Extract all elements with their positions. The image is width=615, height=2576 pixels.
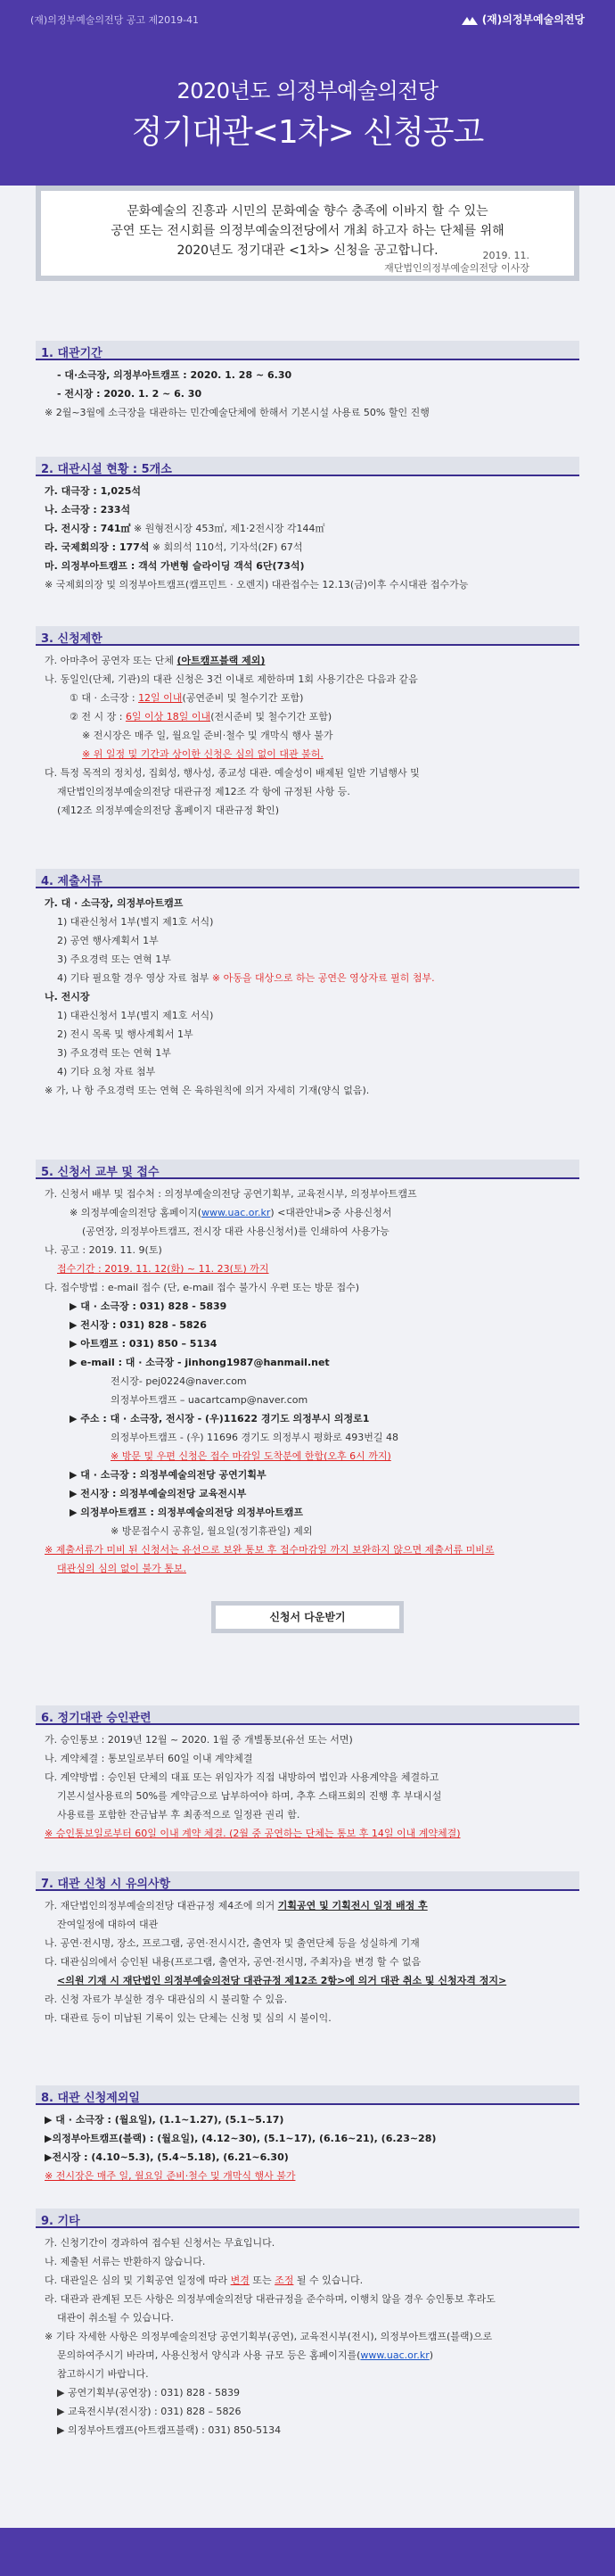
text-line: ※ 위 일정 및 기간과 상이한 신청은 심의 없이 대관 불허. (82, 748, 324, 760)
text-line: <의원 기재 시 재단법인 의정부예술의전당 대관규정 제12조 2항>에 의거 대관 취소 및 신청자격 정지> (57, 1975, 507, 1986)
section-title: 7. 대관 신청 시 유의사항 (36, 1871, 579, 1891)
text-line: ※ 제출서류가 미비 된 신청서는 유선으로 보완 통보 후 접수마감일 까지 보완하지 않으면 제출서류 미비로 (45, 1544, 495, 1556)
text-line: 나. 전시장 (45, 991, 90, 1003)
section-facilities (36, 457, 579, 594)
text-line: 재단법인의정부예술의전당 대관규정 제12조 각 항에 규정된 사항 등. (57, 786, 350, 797)
text-line: ▶ 대 · 소극장 : (월요일), (1.1~1.27), (5.1~5.17) (45, 2114, 284, 2126)
intro-line: 문화예술의 진흥과 시민의 문화예술 향수 충족에 이바지 할 수 있는 (127, 204, 488, 219)
text-line: ※ 가, 나 항 주요경력 또는 연혁 은 육하원칙에 의거 자세히 기재(양식 없음). (45, 1085, 370, 1096)
notice-number: (재)의정부예술의전당 공고 제2019-41 (30, 14, 200, 26)
text-line: 4) 기타 필요할 경우 영상 자료 첨부 ※ 아동을 대상으로 하는 공연은 영상자료 필히 첨부. (57, 972, 435, 984)
text-line: ▶ 주소 : 대 · 소극장, 전시장 - (우)11622 경기도 의정부시 의정로1 (70, 1413, 370, 1424)
text-line: ▶의정부아트캠프(블랙) : (월요일), (4.12~30), (5.1~17), (6.16~21), (6.23~28) (45, 2133, 437, 2144)
text-line: 라. 신청 자료가 부실한 경우 대관심의 시 불리할 수 있음. (45, 1994, 288, 2005)
homepage-link[interactable]: www.uac.or.kr (201, 1207, 271, 1218)
text-line: 가. 대극장 : 1,025석 (45, 485, 141, 497)
text-line: 사용료를 포함한 잔금납부 후 최종적으로 일정관 권리 함. (57, 1809, 300, 1821)
text-line: 나. 계약체결 : 통보일로부터 60일 이내 계약체결 (45, 1753, 253, 1764)
text-line: 가. 재단법인의정부예술의전당 대관규정 제4조에 의거 기획공연 및 기획전시 일정 배정 후 (45, 1900, 428, 1911)
text-line: 마. 의정부아트캠프 : 객석 가변형 슬라이딩 객석 6단(73석) (45, 560, 305, 572)
intro-line: 2020년도 정기대관 <1차> 신청을 공고합니다. (176, 244, 439, 258)
text-line: (공연장, 의정부아트캠프, 전시장 대관 사용신청서)를 인쇄하여 사용가능 (82, 1226, 390, 1237)
text-line: 가. 아마추어 공연자 또는 단체 (아트캠프블랙 제외) (45, 655, 266, 666)
section-cautions (36, 1871, 579, 2027)
section-application (36, 1160, 579, 1578)
text-line: - 전시장 : 2020. 1. 2 ~ 6. 30 (57, 388, 202, 400)
text-line: (제12조 의정부예술의전당 홈페이지 대관규정 확인) (57, 805, 280, 816)
text-line: 다. 전시장 : 741㎡ ※ 원형전시장 453㎡, 제1·2전시장 각144㎡ (45, 523, 325, 534)
text-line: 다. 접수방법 : e-mail 접수 (단, e-mail 접수 불가시 우편 또는 방문 접수) (45, 1282, 359, 1293)
footer-bar (0, 2528, 615, 2576)
text-line: 다. 특정 목적의 정치성, 집회성, 행사성, 종교성 대관. 예술성이 배제된 일반 기념행사 및 (45, 767, 420, 779)
text-line: 다. 대관일은 심의 및 기획공연 일정에 따라 변경 또는 조정 될 수 있습니다. (45, 2275, 364, 2286)
header-banner (0, 0, 615, 186)
text-line: - 대·소극장, 의정부아트캠프 : 2020. 1. 28 ~ 6.30 (57, 369, 292, 381)
section-title: 4. 제출서류 (36, 869, 579, 888)
text-line: ※ 전시장은 매주 일, 월요일 준비·철수 및 개막식 행사 불가 (82, 730, 333, 741)
section-title: 1. 대관기간 (36, 341, 579, 360)
section-title: 9. 기타 (36, 2209, 579, 2228)
section-title: 2. 대관시설 현황 : 5개소 (36, 457, 579, 476)
section-excluded-dates (36, 2085, 579, 2185)
text-line: 참고하시기 바랍니다. (57, 2368, 149, 2380)
text-line: 마. 대관료 등이 미납된 기록이 있는 단체는 신청 및 심의 시 불이익. (45, 2012, 332, 2024)
intro-line: 공연 또는 전시회를 의정부예술의전당에서 개최 하고자 하는 단체를 위해 (111, 224, 504, 238)
text-line: ▶ 공연기획부(공연장) : 031) 828 - 5839 (57, 2387, 240, 2398)
text-line: ▶ 의정부아트캠프(아트캠프블랙) : 031) 850-5134 (57, 2424, 282, 2436)
intro-date: 2019. 11. (482, 250, 529, 261)
text-line: ※ 국제회의장 및 의정부아트캠프(캠프민트 · 오렌지) 대관접수는 12.13(금)이후 수시대관 접수가능 (45, 579, 469, 590)
text-line: 나. 공고 : 2019. 11. 9(토) (45, 1244, 162, 1256)
text-line: 다. 계약방법 : 승인된 단체의 대표 또는 위임자가 직접 내방하여 법인과 사용계약을 체결하고 (45, 1771, 439, 1783)
section-title: 5. 신청서 교부 및 접수 (36, 1160, 579, 1179)
text-line: ② 전 시 장 : 6일 이상 18일 이내(전시준비 및 철수기간 포함) (70, 711, 332, 722)
text-line: 문의하여주시기 바라며, 사용신청서 양식과 사용 규모 등은 홈페이지를(www.uac.or.kr) (57, 2349, 434, 2361)
text-line: 대관심의 심의 없이 불가 통보. (57, 1563, 186, 1574)
text-line: 의정부아트캠프 – uacartcamp@naver.com (111, 1394, 308, 1406)
text-line: 라. 국제회의장 : 177석 ※ 회의석 110석, 기자석(2F) 67석 (45, 541, 303, 553)
text-line: ※ 기타 자세한 사항은 의정부예술의전당 공연기획부(공연), 교육전시부(전시), 의정부아트캠프(블랙)으로 (45, 2331, 493, 2342)
section-approval (36, 1705, 579, 1843)
section-period (36, 341, 579, 422)
text-line: 나. 동일인(단체, 기관)의 대관 신청은 3건 이내로 제한하며 1회 사용기간은 다음과 같음 (45, 673, 418, 685)
page-subtitle: 2020년도 의정부예술의전당 (176, 78, 439, 103)
text-line: 대관이 취소될 수 있습니다. (57, 2312, 174, 2324)
text-line: 4) 기타 요청 자료 첨부 (57, 1066, 156, 1077)
text-line: ▶ 아트캠프 : 031) 850 – 5134 (70, 1338, 217, 1350)
text-line: 나. 제출된 서류는 반환하지 않습니다. (45, 2256, 206, 2267)
org-name: (재)의정부예술의전당 (481, 13, 585, 26)
text-line: 기본시설사용료의 50%를 계약금으로 납부하여야 하며, 추후 스태프회의 진행 후 부대시설 (57, 1790, 442, 1802)
section-restrictions (36, 626, 579, 820)
section-title: 8. 대관 신청제외일 (36, 2085, 579, 2105)
text-line: 가. 신청기간이 경과하여 접수된 신청서는 무효입니다. (45, 2237, 275, 2249)
download-button[interactable]: 신청서 다운받기 (211, 1601, 404, 1633)
text-line: 2) 공연 행사계획서 1부 (57, 935, 159, 946)
text-line: ① 대 · 소극장 : 12일 이내(공연준비 및 철수기간 포함) (70, 692, 304, 704)
text-line: 2) 전시 목록 및 행사계획서 1부 (57, 1028, 193, 1040)
text-line: ▶ 의정부아트캠프 : 의정부예술의전당 의정부아트캠프 (70, 1507, 303, 1518)
text-line: ▶ 대 · 소극장 : 의정부예술의전당 공연기획부 (70, 1469, 266, 1481)
section-etc (36, 2209, 579, 2440)
section-documents (36, 869, 579, 1100)
text-line: 3) 주요경력 또는 연혁 1부 (57, 954, 171, 965)
text-line: 가. 신청서 배부 및 접수처 : 의정부예술의전당 공연기획부, 교육전시부, 의정부아트캠프 (45, 1188, 417, 1200)
section-title: 3. 신청제한 (36, 626, 579, 646)
text-line: 가. 대 · 소극장, 의정부아트캠프 (45, 897, 184, 909)
text-line: ▶ 전시장 : 031) 828 - 5826 (70, 1319, 207, 1331)
text-line: 라. 대관과 관계된 모든 사항은 의정부예술의전당 대관규정을 준수하며, 이행치 않을 경우 승인통보 후라도 (45, 2293, 496, 2305)
text-line: 의정부아트캠프 - (우) 11696 경기도 의정부시 평화로 493번길 48 (111, 1432, 399, 1443)
text-line: ※ 2월~3월에 소극장을 대관하는 민간예술단체에 한해서 기본시설 사용료 50% 할인 진행 (45, 407, 430, 418)
text-line: ※ 승인통보일로부터 60일 이내 계약 체결. (2월 중 공연하는 단체는 통보 후 14일 이내 계약체결) (45, 1828, 461, 1839)
org-logo (461, 12, 585, 27)
intro-box (36, 186, 579, 281)
text-line: 가. 승인통보 : 2019년 12월 ~ 2020. 1월 중 개별통보(유선 또는 서면) (45, 1734, 353, 1746)
text-line: ※ 의정부예술의전당 홈페이지(www.uac.or.kr) <대관안내>중 사용신청서 (70, 1207, 392, 1218)
text-line: ※ 방문 및 우편 신청은 접수 마감일 도착분에 한함(오후 6시 까지) (111, 1450, 391, 1462)
page-title: 정기대관<1차> 신청공고 (131, 114, 484, 151)
intro-signature (384, 250, 529, 275)
text-line: ▶ 전시장 : 의정부예술의전당 교육전시부 (70, 1488, 247, 1499)
text-line: ▶ e-mail : 대 · 소극장 - jinhong1987@hanmail.net (70, 1357, 330, 1368)
logo-icon (461, 15, 479, 26)
text-line: 전시장- pej0224@naver.com (111, 1375, 247, 1387)
text-line: ▶ 대 · 소극장 : 031) 828 - 5839 (70, 1300, 227, 1312)
text-line: ▶전시장 : (4.10~5.3), (5.4~5.18), (6.21~6.30) (45, 2151, 289, 2163)
text-line: 1) 대관신청서 1부(별지 제1호 서식) (57, 916, 214, 928)
text-line: 나. 공연·전시명, 장소, 프로그램, 공연·전시시간, 출연자 및 출연단체 등을 성실하게 기재 (45, 1937, 420, 1949)
text-line: 1) 대관신청서 1부(별지 제1호 서식) (57, 1010, 214, 1021)
section-title: 6. 정기대관 승인관련 (36, 1705, 579, 1725)
text-line: 접수기간 : 2019. 11. 12(화) ~ 11. 23(토) 까지 (57, 1263, 269, 1275)
text-line: ▶ 교육전시부(전시장) : 031) 828 – 5826 (57, 2406, 242, 2417)
text-line: 다. 대관심의에서 승인된 내용(프로그램, 출연자, 공연·전시명, 주최자)을 변경 할 수 없음 (45, 1956, 422, 1968)
intro-signer: 재단법인의정부예술의전당 이사장 (384, 262, 529, 274)
text-line: ※ 전시장은 매주 일, 월요일 준비·철수 및 개막식 행사 불가 (45, 2170, 296, 2182)
homepage-link[interactable]: www.uac.or.kr (360, 2349, 430, 2361)
text-line: ※ 방문접수시 공휴일, 월요일(정기휴관일) 제외 (111, 1525, 313, 1537)
text-line: 잔여일정에 대하여 대관 (57, 1919, 159, 1930)
text-line: 나. 소극장 : 233석 (45, 504, 131, 516)
text-line: 3) 주요경력 또는 연혁 1부 (57, 1047, 171, 1059)
